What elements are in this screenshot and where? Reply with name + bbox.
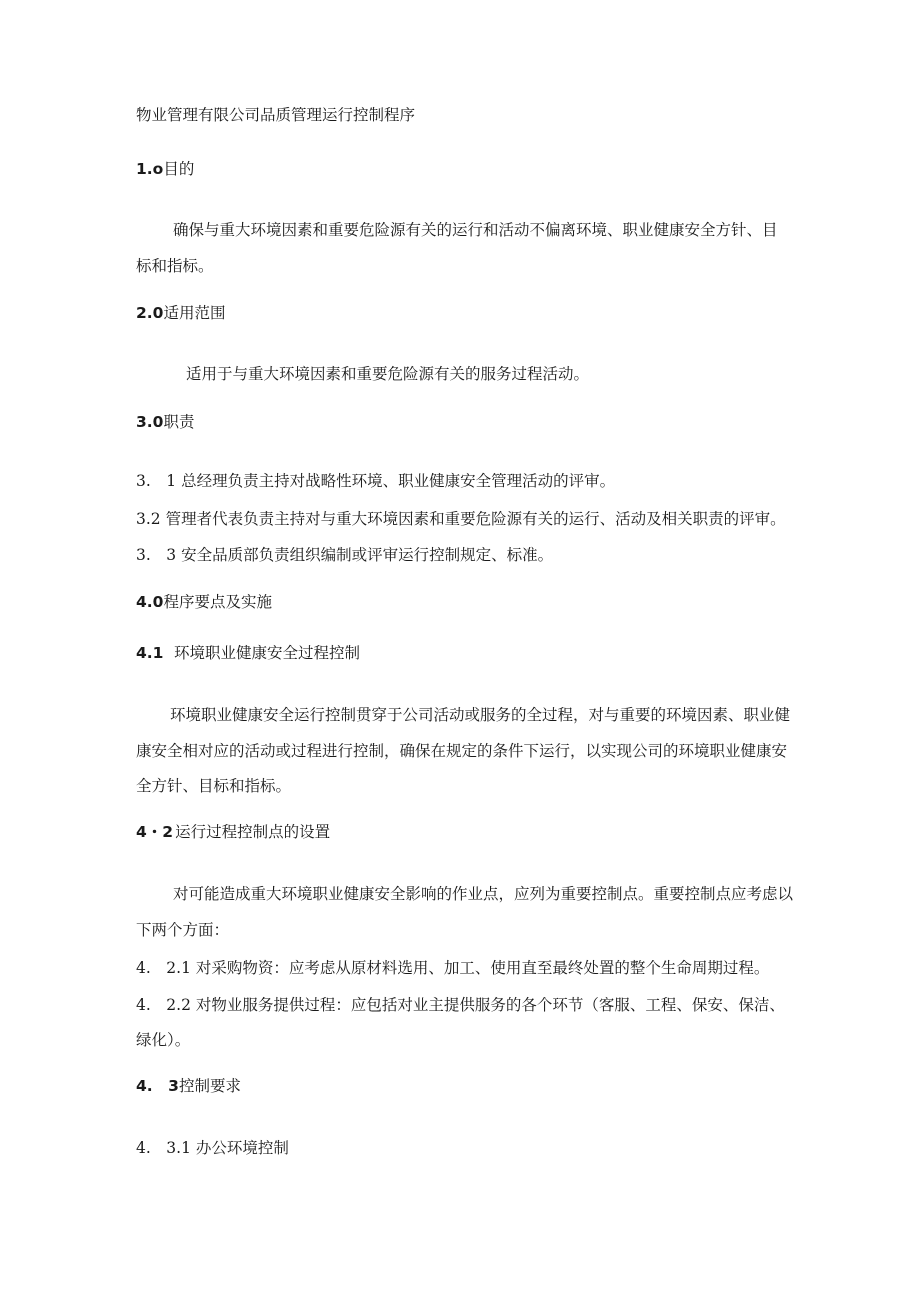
subsection-title: 运行过程控制点的设置 — [175, 823, 331, 841]
subsection-title: 环境职业健康安全过程控制 — [174, 644, 361, 662]
subsection-number: 4.1 — [136, 644, 164, 662]
subsection-4-2-item: 绿化）。 — [136, 1031, 191, 1049]
section-title: 职责 — [163, 413, 195, 431]
subsection-4-2-paragraph-line: 下两个方面： — [136, 921, 230, 939]
section-2-heading — [136, 301, 225, 323]
section-4-heading — [136, 590, 272, 612]
duty-item: 3.2 管理者代表负责主持对与重大环境因素和重要危险源有关的运行、活动及相关职责的评审。 — [136, 510, 786, 528]
section-number: 3.0 — [136, 413, 164, 431]
subsection-number: 4・2 — [136, 823, 174, 841]
section-1-heading — [136, 157, 194, 179]
subsection-number: 4. 3 — [136, 1077, 179, 1095]
section-title: 适用范围 — [163, 304, 226, 322]
subsection-4-2-heading — [136, 820, 330, 842]
subsection-4-3-heading — [136, 1074, 241, 1096]
duty-item: 3. 1 总经理负责主持对战略性环境、职业健康安全管理活动的评审。 — [136, 472, 616, 490]
subsection-4-1-heading — [136, 641, 360, 663]
subsection-4-2-paragraph-line: 对可能造成重大环境职业健康安全影响的作业点，应列为重要控制点。重要控制点应考虑以 — [173, 885, 794, 903]
section-title: 目的 — [163, 160, 195, 178]
section-3-heading — [136, 410, 194, 432]
subsection-4-1-paragraph-line: 全方针、目标和指标。 — [136, 777, 292, 795]
section-title: 程序要点及实施 — [163, 593, 272, 611]
duty-item: 3. 3 安全品质部负责组织编制或评审运行控制规定、标准。 — [136, 546, 554, 564]
section-2-paragraph-line: 适用于与重大环境因素和重要危险源有关的服务过程活动。 — [186, 365, 590, 383]
section-1-paragraph-line: 标和指标。 — [136, 257, 214, 275]
section-number: 2.0 — [136, 304, 164, 322]
subsection-4-2-item: 4. 2.2 对物业服务提供过程：应包括对业主提供服务的各个环节（客服、工程、保安、保洁、 — [136, 996, 785, 1014]
section-number: 4.0 — [136, 593, 164, 611]
section-number: 1.o — [136, 160, 164, 178]
subsection-4-2-item: 4. 2.1 对采购物资：应考虑从原材料选用、加工、使用直至最终处置的整个生命周期过程。 — [136, 959, 770, 977]
document-title: 物业管理有限公司品质管理运行控制程序 — [136, 106, 416, 124]
subsection-4-1-paragraph-line: 环境职业健康安全运行控制贯穿于公司活动或服务的全过程，对与重要的环境因素、职业健 — [170, 706, 791, 724]
section-1-paragraph-line: 确保与重大环境因素和重要危险源有关的运行和活动不偏离环境、职业健康安全方针、目 — [173, 221, 778, 239]
subsection-title: 控制要求 — [178, 1077, 241, 1095]
subsection-4-3-item: 4. 3.1 办公环境控制 — [136, 1139, 289, 1157]
subsection-4-1-paragraph-line: 康安全相对应的活动或过程进行控制，确保在规定的条件下运行，以实现公司的环境职业健康安 — [136, 742, 788, 760]
